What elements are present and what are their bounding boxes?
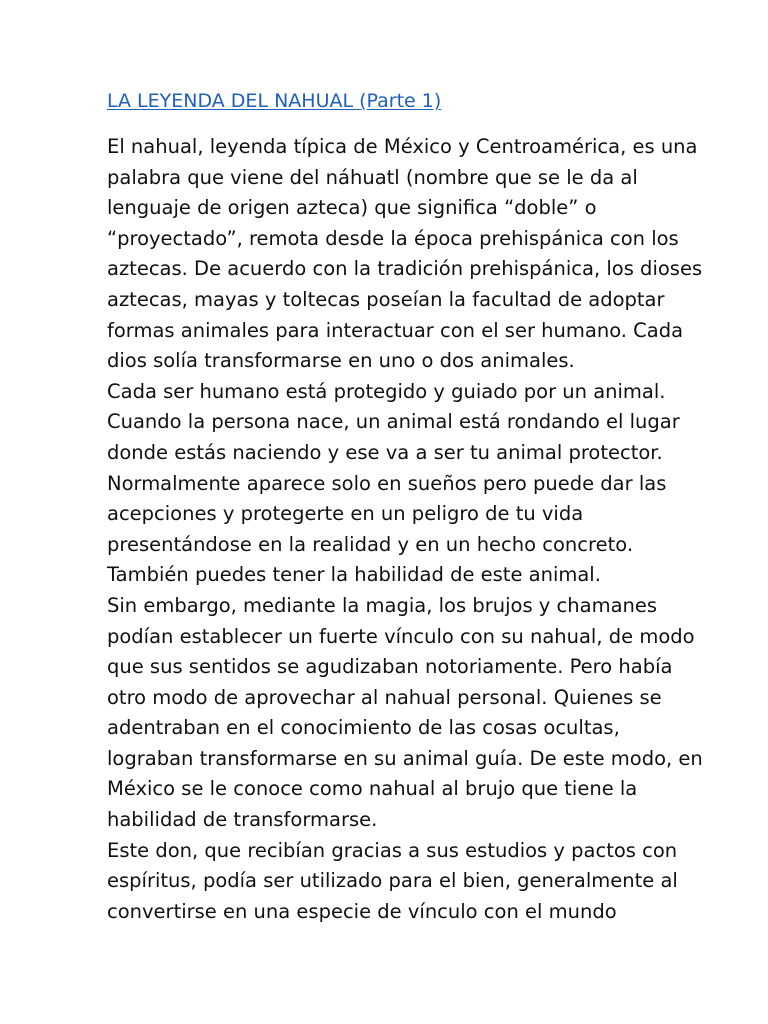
text-line: lograban transformarse en su animal guía. De este modo, en <box>107 746 703 770</box>
document-body <box>107 132 707 927</box>
text-line: aztecas. De acuerdo con la tradición prehispánica, los dioses <box>107 257 703 281</box>
text-line: donde estás naciendo y ese va a ser tu animal protector. <box>107 440 663 464</box>
text-line: El nahual, leyenda típica de México y Centroamérica, es una <box>107 135 698 158</box>
text-line: También puedes tener la habilidad de este animal. <box>107 563 601 587</box>
text-line: adentraban en el conocimiento de las cosas ocultas, <box>107 716 620 740</box>
document-title-link[interactable]: LA LEYENDA DEL NAHUAL (Parte 1) <box>107 90 442 112</box>
text-line: espíritus, podía ser utilizado para el bien, generalmente al <box>107 869 678 893</box>
text-line: presentándose en la realidad y en un hecho concreto. <box>107 532 634 556</box>
text-line: Cada ser humano está protegido y guiado por un animal. <box>107 379 666 403</box>
text-line: Cuando la persona nace, un animal está rondando el lugar <box>107 410 680 434</box>
text-line: lenguaje de origen azteca) que significa “doble” o <box>107 196 597 220</box>
text-line: palabra que viene del náhuatl (nombre que se le da al <box>107 165 638 189</box>
text-line: Sin embargo, mediante la magia, los brujos y chamanes <box>107 593 658 617</box>
text-line: que sus sentidos se agudizaban notoriamente. Pero había <box>107 655 673 679</box>
text-line: dios solía transformarse en uno o dos animales. <box>107 349 575 373</box>
text-line: Normalmente aparece solo en sueños pero puede dar las <box>107 471 667 495</box>
text-line: aztecas, mayas y toltecas poseían la facultad de adoptar <box>107 287 665 311</box>
text-line: otro modo de aprovechar al nahual personal. Quienes se <box>107 685 662 709</box>
text-line: podían establecer un fuerte vínculo con su nahual, de modo <box>107 624 695 648</box>
text-line: convertirse en una especie de vínculo con el mundo <box>107 899 617 923</box>
text-line: “proyectado”, remota desde la época prehispánica con los <box>107 226 679 250</box>
text-line: formas animales para interactuar con el ser humano. Cada <box>107 318 684 342</box>
text-line: acepciones y protegerte en un peligro de tu vida <box>107 502 584 526</box>
text-line: habilidad de transformarse. <box>107 808 378 832</box>
text-line: Este don, que recibían gracias a sus estudios y pactos con <box>107 838 678 862</box>
text-line: México se le conoce como nahual al brujo que tiene la <box>107 777 638 801</box>
